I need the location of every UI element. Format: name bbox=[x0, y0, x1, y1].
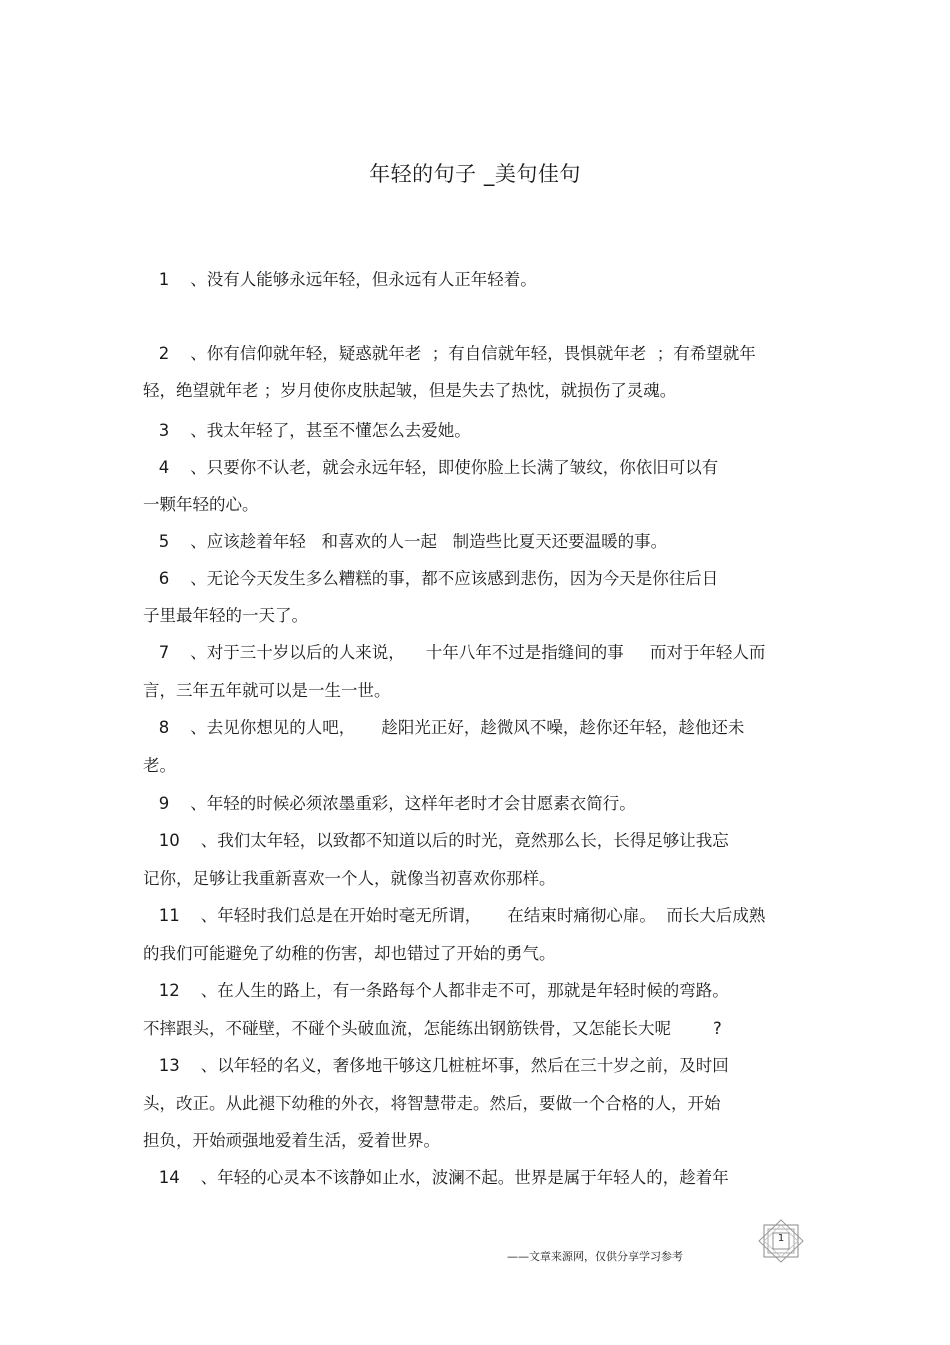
text-line: 8 、去见你想见的人吧， 趁阳光正好，趁微风不噪，趁你还年轻，趁他还未 bbox=[143, 718, 745, 737]
text-line: 11 、年轻时我们总是在开始时毫无所谓， 在结束时痛彻心扉。 而长大后成熟 bbox=[143, 906, 766, 925]
text-line: 言，三年五年就可以是一生一世。 bbox=[143, 681, 391, 700]
text-line: 9 、年轻的时候必须浓墨重彩，这样年老时才会甘愿素衣简行。 bbox=[143, 794, 636, 813]
text-line: 子里最年轻的一天了。 bbox=[143, 606, 308, 625]
footer-note: ——文章来源网，仅供分享学习参考 bbox=[507, 1250, 683, 1263]
text-line: 头，改正。从此褪下幼稚的外衣，将智慧带走。然后，要做一个合格的人，开始 bbox=[143, 1094, 721, 1113]
text-line: 一颗年轻的心。 bbox=[143, 495, 259, 514]
text-line: 13 、以年轻的名义，奢侈地干够这几桩桩坏事，然后在三十岁之前，及时回 bbox=[143, 1056, 729, 1075]
text-line: 轻，绝望就年老 ；岁月使你皮肤起皱，但是失去了热忱，就损伤了灵魂。 bbox=[143, 381, 677, 400]
page-number: 1 bbox=[777, 1233, 785, 1244]
text-line: 6 、无论今天发生多么糟糕的事，都不应该感到悲伤，因为今天是你往后日 bbox=[143, 569, 719, 588]
text-line: 不摔跟头，不碰壁，不碰个头破血流，怎能练出钢筋铁骨，又怎能长大呢 ? bbox=[143, 1019, 722, 1038]
text-line: 7 、对于三十岁以后的人来说， 十年八年不过是指缝间的事 而对于年轻人而 bbox=[143, 643, 766, 662]
text-line: 4 、只要你不认老，就会永远年轻，即使你脸上长满了皱纹，你依旧可以有 bbox=[143, 458, 719, 477]
text-line: 14 、年轻的心灵本不该静如止水，波澜不起。世界是属于年轻人的，趁着年 bbox=[143, 1168, 729, 1187]
text-line: 1 、没有人能够永远年轻，但永远有人正年轻着。 bbox=[143, 270, 537, 289]
text-line: 12 、在人生的路上，有一条路每个人都非走不可，那就是年轻时候的弯路。 bbox=[143, 981, 729, 1000]
text-line: 的我们可能避免了幼稚的伤害，却也错过了开始的勇气。 bbox=[143, 944, 556, 963]
page-title: 年轻的句子 _美句佳句 bbox=[369, 162, 581, 186]
text-line: 老。 bbox=[143, 756, 176, 775]
text-line: 记你，足够让我重新喜欢一个人，就像当初喜欢你那样。 bbox=[143, 869, 556, 888]
text-line: 3 、我太年轻了，甚至不懂怎么去爱她。 bbox=[143, 421, 471, 440]
text-line: 5 、应该趁着年轻 和喜欢的人一起 制造些比夏天还要温暖的事。 bbox=[143, 532, 668, 551]
text-line: 2 、你有信仰就年轻，疑惑就年老 ；有自信就年轻，畏惧就年老 ；有希望就年 bbox=[143, 344, 756, 363]
text-line: 担负，开始顽强地爱着生活，爱着世界。 bbox=[143, 1131, 440, 1150]
text-line: 10 、我们太年轻，以致都不知道以后的时光，竟然那么长，长得足够让我忘 bbox=[143, 831, 729, 850]
